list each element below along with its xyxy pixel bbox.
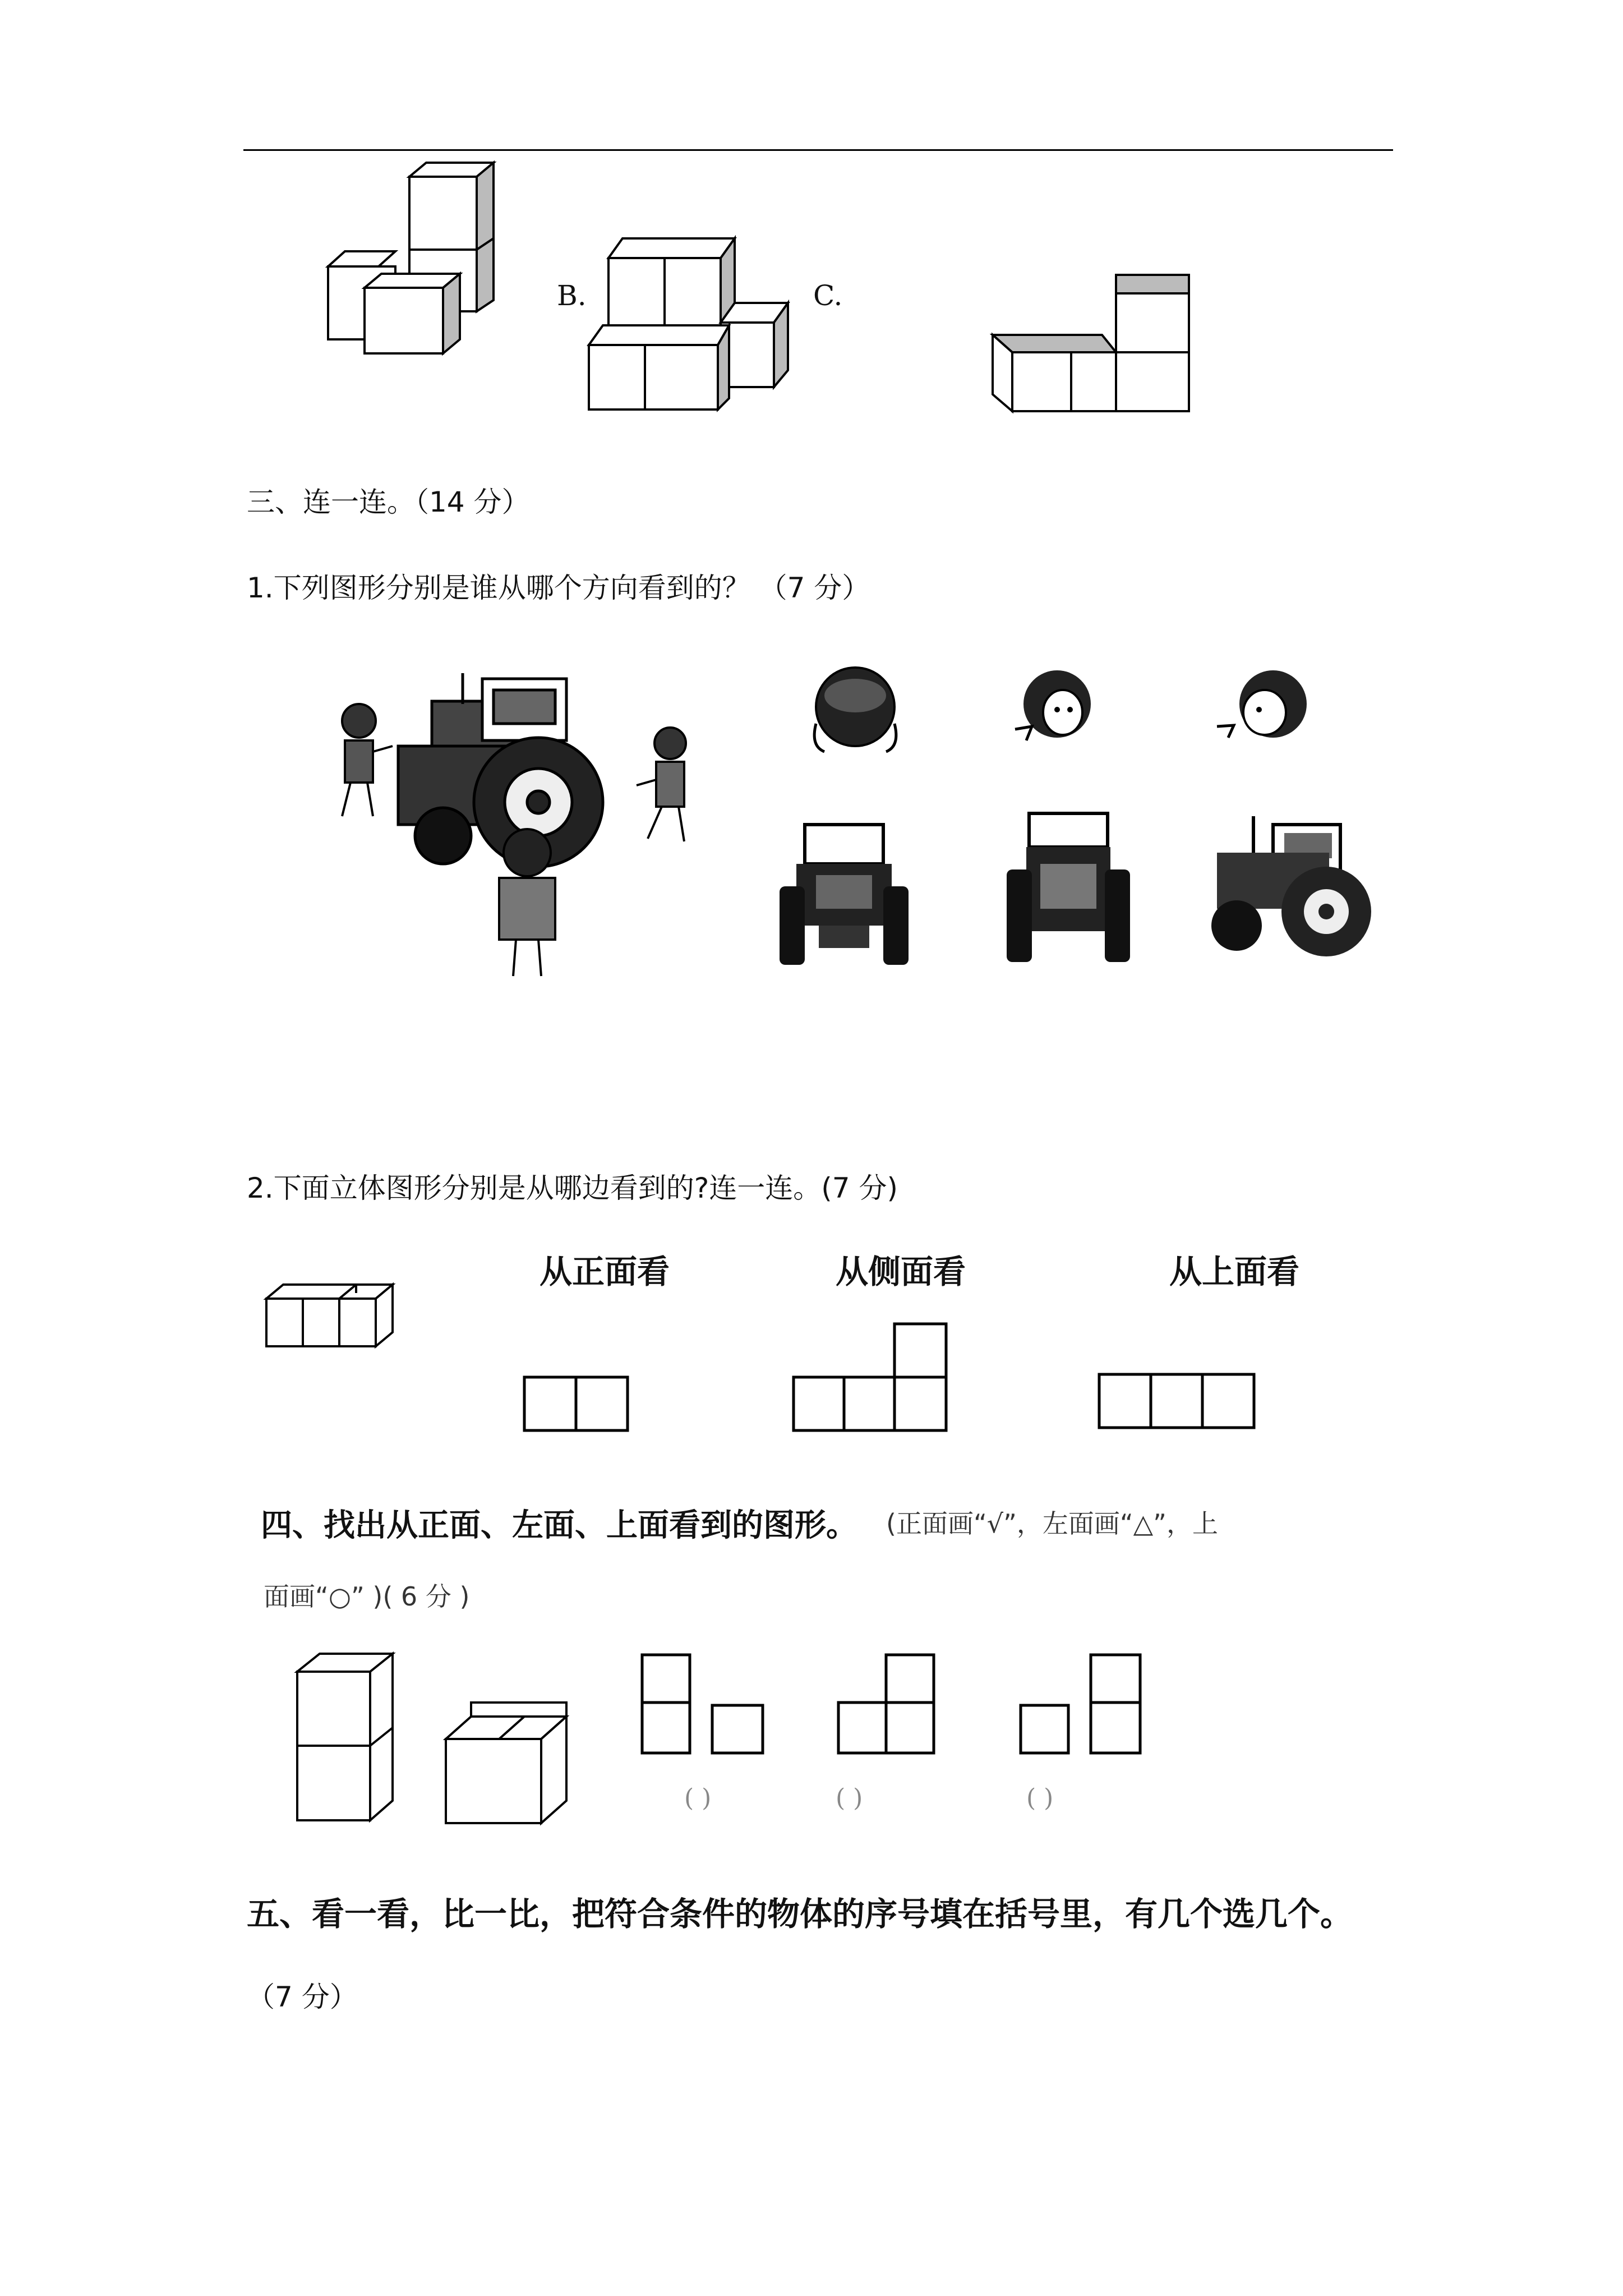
option-b-cube-figure	[586, 236, 799, 415]
view-label-side: 从侧面看	[836, 1253, 966, 1291]
three-square-view-figure	[1096, 1372, 1259, 1433]
section4-note-line2: 面画“○” )( 6 分 )	[264, 1581, 470, 1612]
l-shape-view-figure	[791, 1321, 953, 1433]
two-stacked-cubes-figure	[292, 1649, 404, 1829]
tractor-scene-image	[314, 668, 707, 982]
section3-title: 三、连一连。（14 分）	[247, 486, 530, 518]
tractor-front-view-image	[777, 819, 911, 970]
section5-title: 五、看一看，比一比，把符合条件的物体的序号填在括号里，有几个选几个。	[247, 1895, 1353, 1933]
section4-note: (正面画“√”，左面画“△”，上	[886, 1508, 1218, 1539]
answer-blank-3[interactable]: ( )	[1026, 1784, 1054, 1812]
child-right-figure	[637, 728, 686, 841]
section5-score: （7 分）	[247, 1981, 358, 2013]
answer-blank-2[interactable]: ( )	[836, 1784, 863, 1812]
two-square-view-figure	[522, 1374, 634, 1436]
head-view-3-image	[1211, 659, 1324, 757]
answer-blank-1[interactable]: ( )	[684, 1784, 712, 1812]
view-label-front: 从正面看	[540, 1253, 670, 1291]
section3-question-2: 2.下面立体图形分别是从哪边看到的?连一连。(7 分)	[247, 1172, 898, 1204]
answer-option-1-figure	[639, 1652, 774, 1764]
tractor-side-view-image	[1206, 813, 1374, 965]
header-rule	[243, 149, 1393, 151]
child-left-figure	[342, 704, 393, 816]
section4-title: 四、找出从正面、左面、上面看到的图形。	[261, 1507, 857, 1544]
child-bottom-figure	[499, 829, 555, 976]
tractor-back-view-image	[1004, 808, 1133, 970]
option-a-cube-figure	[325, 160, 505, 362]
two-depth-cubes-figure	[443, 1700, 578, 1834]
section3-question-1: 1.下列图形分别是谁从哪个方向看到的？ （7 分）	[247, 572, 870, 604]
head-view-1-image	[799, 656, 911, 757]
head-view-2-image	[1004, 659, 1105, 757]
tractor-figure	[398, 673, 603, 867]
three-cube-block-figure	[264, 1279, 404, 1352]
option-b-label: B.	[557, 279, 587, 312]
view-label-top: 从上面看	[1169, 1253, 1300, 1291]
answer-option-3-figure	[1018, 1652, 1152, 1764]
option-c-cube-figure	[990, 272, 1197, 418]
answer-option-2-figure	[836, 1652, 942, 1764]
option-c-label: C.	[813, 279, 843, 312]
